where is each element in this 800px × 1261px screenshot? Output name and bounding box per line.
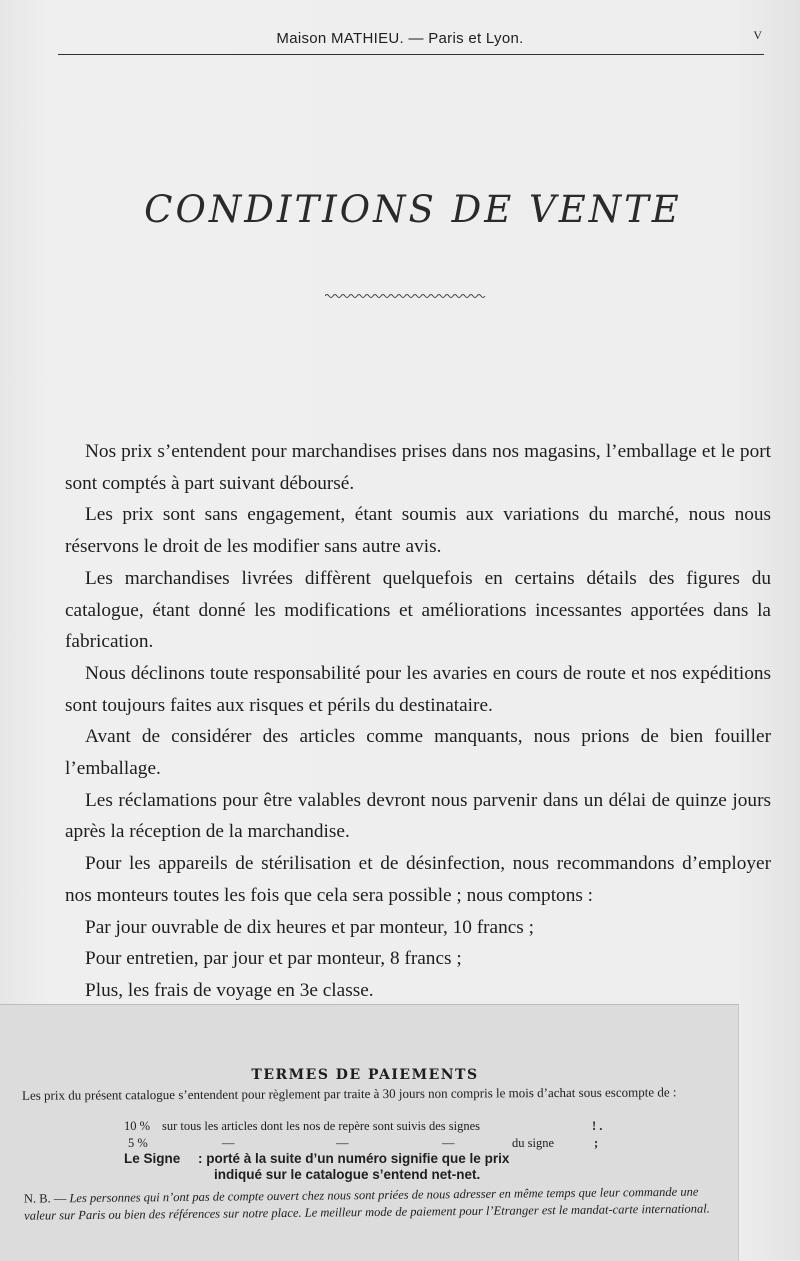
discount-sign: ! . (592, 1119, 603, 1133)
page-title: CONDITIONS DE VENTE (144, 188, 682, 231)
running-head: Maison MATHIEU. — Paris et Lyon. (276, 30, 524, 47)
discount-sign: ; (594, 1136, 599, 1150)
signe-explanation (124, 1151, 724, 1183)
discount-rate: 10 % (124, 1119, 151, 1133)
ditto-dash: — (442, 1136, 455, 1150)
paragraph-claims: Les réclamations pour être valables devront nous parvenir dans un délai de quinze jours après la réception de la marchandise. (65, 789, 771, 843)
paragraph-prices: Les prix sont sans engagement, étant soumis aux variations du marché, nous nous réservons le droit de les modifier sans autre avis. (65, 504, 771, 558)
rate-travel: Plus, les frais de voyage en 3e classe. (85, 979, 374, 1001)
signe-line-2: indiqué sur le catalogue s’entend net-net. (214, 1167, 481, 1182)
signe-line-1: : porté à la suite d’un numéro signifie que le prix (198, 1151, 510, 1166)
wavy-ornament (325, 290, 487, 300)
paragraph-fitters: Pour les appareils de stérilisation et de désinfection, nous recommandons d’employer nos monteurs toutes les fois que cela sera possible ; nous comptons : (65, 853, 771, 906)
payment-terms-title: TERMES DE PAIEMENTS (251, 1067, 479, 1083)
ditto-dash: — (336, 1136, 349, 1150)
conditions-body (65, 436, 771, 1007)
rate-workday: Par jour ouvrable de dix heures et par monteur, 10 francs ; (85, 916, 534, 938)
paragraph-missing-items: Avant de considérer des articles comme manquants, nous prions de bien fouiller l’emballage. (65, 726, 771, 780)
nota-bene (24, 1183, 724, 1224)
payment-terms-intro: Les prix du présent catalogue s’entendent pour règlement par traite à 30 jours non compris le mois d’achat sous escompte de : (21, 1084, 677, 1103)
nb-text: Les personnes qui n’ont pas de compte ouvert chez nous sont priées de nous adresser en même temps que leur commande une valeur sur Paris ou bien des références sur notre place. Le meilleur mode de paiement pour l’Etranger est le mandat-carte international. (24, 1184, 710, 1223)
page-number: V (753, 28, 762, 42)
discount-rate: 5 % (128, 1136, 148, 1150)
paragraph-catalogue-details: Les marchandises livrées diffèrent quelquefois en certains détails des figures du catalogue, étant donné les modifications et améliorations incessantes apportées dans la fabrication. (65, 567, 771, 653)
paragraph-packaging: Nos prix s’entendent pour marchandises prises dans nos magasins, l’emballage et le port sont comptés à part suivant déboursé. (65, 441, 771, 494)
ditto-dash: — (222, 1136, 235, 1150)
discount-text: sur tous les articles dont les nos de repère sont suivis des signes (162, 1119, 481, 1133)
nb-label: N. B. — (23, 1191, 67, 1206)
discount-text: du signe (512, 1136, 555, 1150)
rate-maintenance: Pour entretien, par jour et par monteur, 8 francs ; (85, 948, 462, 970)
payment-terms-box (0, 1004, 739, 1261)
signe-label: Le Signe (124, 1151, 181, 1166)
paragraph-liability: Nous déclinons toute responsabilité pour les avaries en cours de route et nos expéditions sont toujours faites aux risques et périls du destinataire. (65, 662, 771, 716)
header-rule (58, 54, 764, 55)
